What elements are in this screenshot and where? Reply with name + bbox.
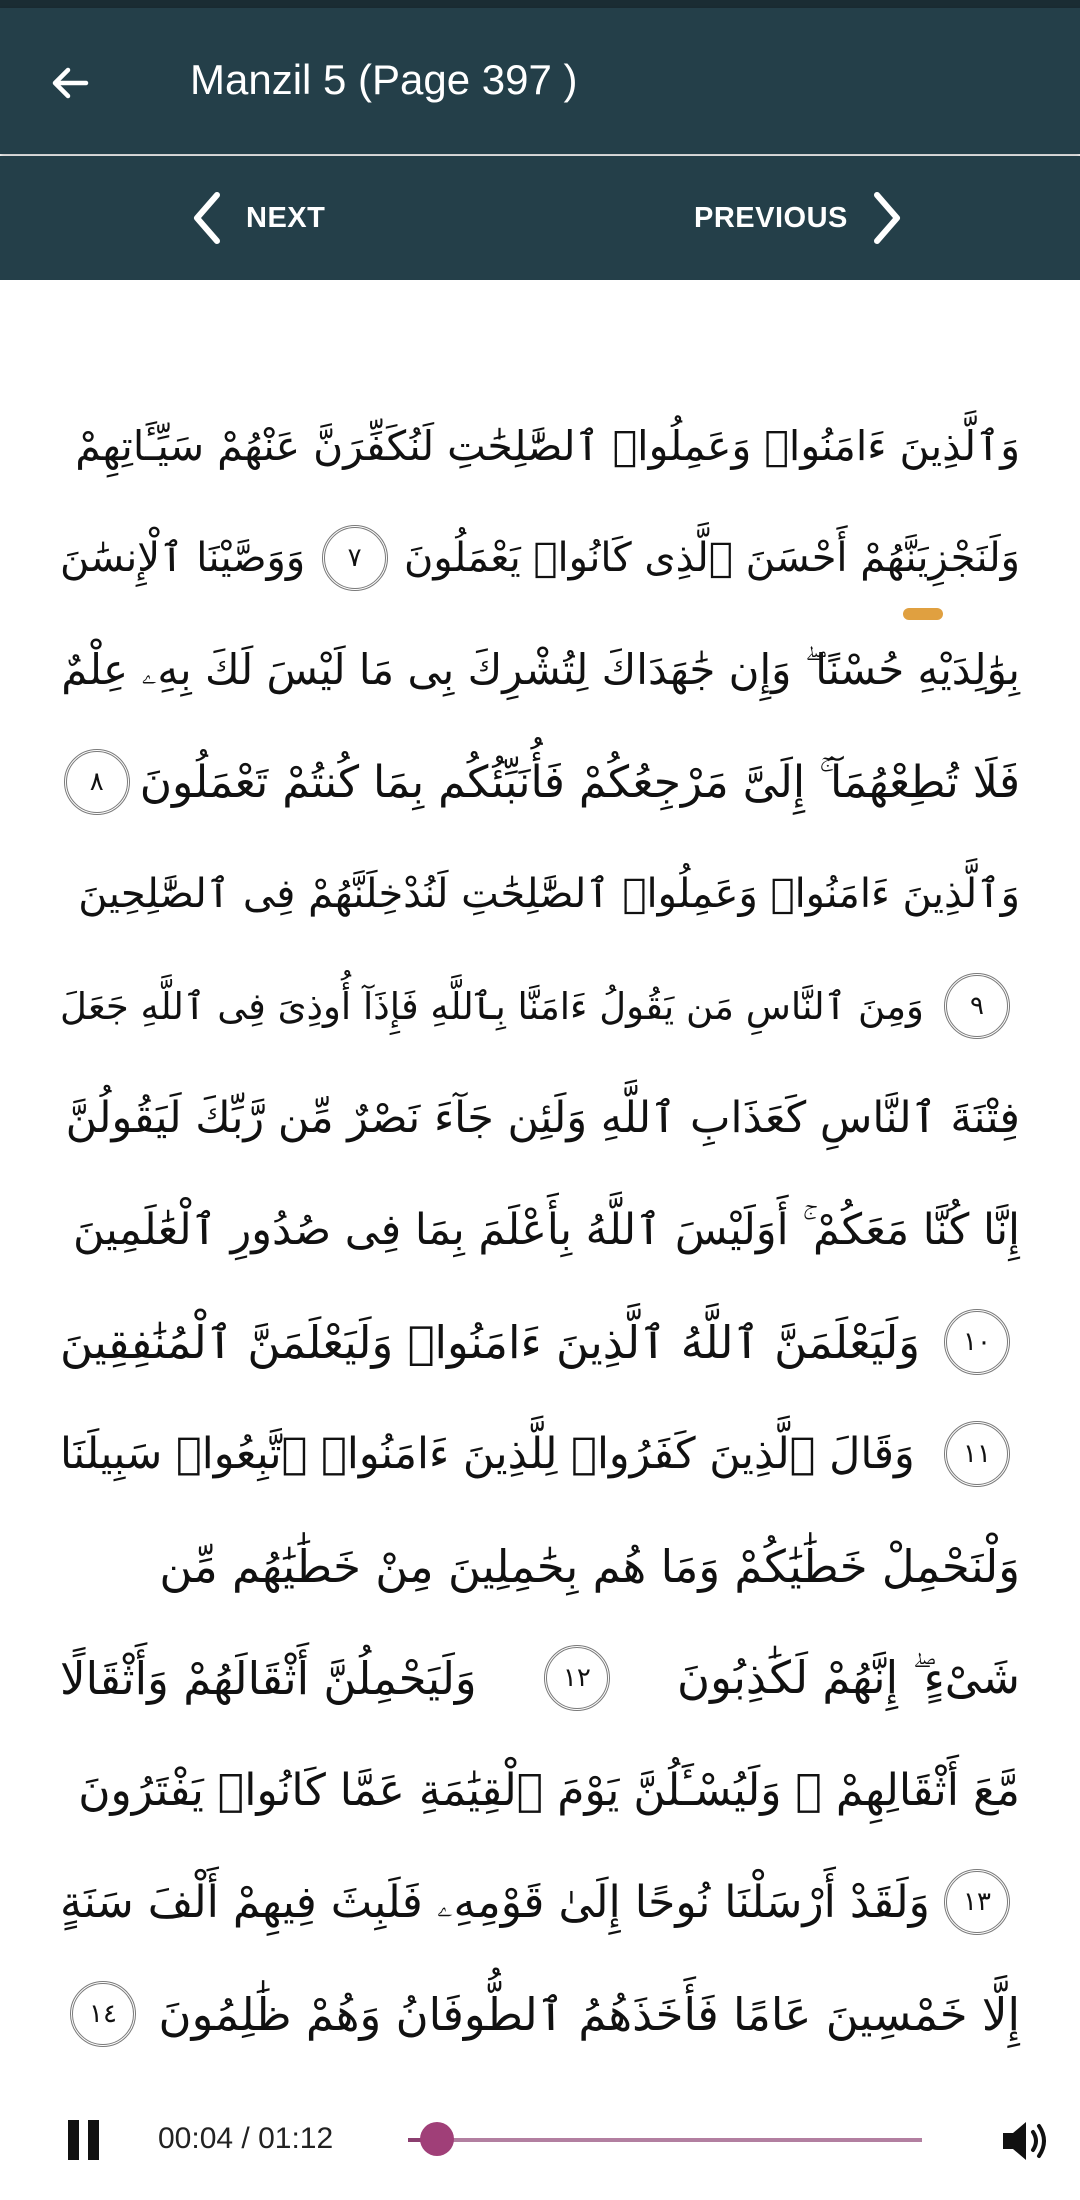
- ayah-number-marker: ١٠: [944, 1309, 1010, 1375]
- verse-line[interactable]: [60, 838, 1020, 950]
- next-label: NEXT: [246, 201, 326, 234]
- seek-slider[interactable]: [408, 2138, 922, 2142]
- verse-text: فِتْنَةَ ٱلنَّاسِ كَعَذَابِ ٱللَّهِ وَلَئِن جَآءَ نَصْرٌ مِّن رَّبِّكَ لَيَقُولُنَّ: [65, 1093, 1020, 1143]
- chevron-left-icon: [190, 190, 224, 246]
- verse-text: وَلَنَجْزِيَنَّهُمْ أَحْسَنَ ٱلَّذِى كَانُوا۟ يَعْمَلُونَ: [403, 535, 1020, 581]
- page-navigation-bar: [0, 156, 1080, 280]
- verse-text: فَلَا تُطِعْهُمَآ ۚ إِلَىَّ مَرْجِعُكُمْ فَأُنَبِّئُكُم بِمَا كُنتُمْ تَعْمَلُونَ: [139, 756, 1020, 808]
- verse-line[interactable]: [60, 1846, 1020, 1958]
- back-button[interactable]: [40, 53, 100, 113]
- next-button[interactable]: [190, 186, 325, 250]
- audio-player: [0, 2080, 1080, 2200]
- verse-text: وَقَالَ ٱلَّذِينَ كَفَرُوا۟ لِلَّذِينَ ءَامَنُوا۟ ٱتَّبِعُوا۟ سَبِيلَنَا: [60, 1429, 915, 1479]
- ayah-number-marker: ٨: [64, 749, 130, 815]
- verse-line[interactable]: [60, 390, 1020, 502]
- verse-line[interactable]: [60, 950, 1020, 1062]
- verse-line[interactable]: [60, 1398, 1020, 1510]
- verse-line[interactable]: [60, 1734, 1020, 1846]
- verse-text: إِلَّا خَمْسِينَ عَامًا فَأَخَذَهُمُ ٱلطُّوفَانُ وَهُمْ ظَٰلِمُونَ: [158, 1987, 1020, 2041]
- pause-icon-bar: [88, 2120, 99, 2160]
- verse-line[interactable]: [60, 726, 1020, 838]
- verse-lines: [60, 390, 1020, 2070]
- ayah-number-marker: ٧: [322, 525, 388, 591]
- ayah-number-marker: ١٣: [944, 1869, 1010, 1935]
- verse-text: وَٱلَّذِينَ ءَامَنُوا۟ وَعَمِلُوا۟ ٱلصَّٰلِحَٰتِ لَنُدْخِلَنَّهُمْ فِى ٱلصَّٰلِحِينَ: [78, 871, 1020, 917]
- verse-line[interactable]: [60, 1510, 1020, 1622]
- chevron-right-icon: [870, 190, 904, 246]
- quran-page: [0, 280, 1080, 2080]
- previous-label: PREVIOUS: [694, 201, 848, 234]
- verse-text: مَّعَ أَثْقَالِهِمْ ۖ وَلَيُسْـَٔلُنَّ يَوْمَ ٱلْقِيَٰمَةِ عَمَّا كَانُوا۟ يَفْتَرُونَ: [78, 1764, 1020, 1816]
- verse-line[interactable]: [60, 614, 1020, 726]
- volume-icon: [1000, 2118, 1054, 2164]
- arrow-left-icon: [46, 59, 94, 107]
- verse-line[interactable]: [60, 1062, 1020, 1174]
- verse-text: بِوَٰلِدَيْهِ حُسْنًا ۖ وَإِن جَٰهَدَاكَ لِتُشْرِكَ بِى مَا لَيْسَ لَكَ بِهِۦ عِلْمٌ: [61, 645, 1020, 694]
- verse-text: وَلَيَحْمِلُنَّ أَثْقَالَهُمْ وَأَثْقَالًا: [60, 1651, 477, 1705]
- ayah-number-marker: ٩: [944, 973, 1010, 1039]
- verse-text: شَىْءٍ ۖ إِنَّهُمْ لَكَٰذِبُونَ: [677, 1651, 1020, 1704]
- verse-text: وَلَقَدْ أَرْسَلْنَا نُوحًا إِلَىٰ قَوْمِهِۦ فَلَبِثَ فِيهِمْ أَلْفَ سَنَةٍ: [60, 1876, 930, 1928]
- pause-icon-bar: [68, 2120, 79, 2160]
- playback-time: 00:04 / 01:12: [158, 2122, 334, 2155]
- verse-text: وَلْنَحْمِلْ خَطَٰيَٰكُمْ وَمَا هُم بِحَٰمِلِينَ مِنْ خَطَٰيَٰهُم مِّن: [159, 1539, 1020, 1593]
- verse-line[interactable]: [60, 1174, 1020, 1286]
- ayah-number-marker: ١٢: [544, 1645, 610, 1711]
- verse-text: وَمِنَ ٱلنَّاسِ مَن يَقُولُ ءَامَنَّا بِٱللَّهِ فَإِذَآ أُوذِىَ فِى ٱللَّهِ جَعَلَ: [60, 984, 924, 1028]
- verse-text: إِنَّا كُنَّا مَعَكُمْ ۚ أَوَلَيْسَ ٱللَّهُ بِأَعْلَمَ بِمَا فِى صُدُورِ ٱلْعَٰلَمِينَ: [72, 1205, 1020, 1255]
- app-bar: [0, 8, 1080, 154]
- verse-text: وَوَصَّيْنَا ٱلْإِنسَٰنَ: [60, 535, 306, 581]
- verse-line[interactable]: [60, 1622, 1020, 1734]
- ayah-number-marker: ١١: [944, 1421, 1010, 1487]
- status-bar: [0, 0, 1080, 8]
- pause-button[interactable]: [66, 2120, 102, 2160]
- ayah-number-marker: ١٤: [70, 1981, 136, 2047]
- seek-slider-thumb[interactable]: [420, 2122, 454, 2156]
- verse-line[interactable]: [60, 1958, 1020, 2070]
- volume-button[interactable]: [1000, 2118, 1054, 2164]
- previous-button[interactable]: [694, 186, 904, 250]
- verse-text: وَٱلَّذِينَ ءَامَنُوا۟ وَعَمِلُوا۟ ٱلصَّٰلِحَٰتِ لَنُكَفِّرَنَّ عَنْهُمْ سَيِّـَٔاتِهِمْ: [75, 422, 1020, 470]
- verse-text: وَلَيَعْلَمَنَّ ٱللَّهُ ٱلَّذِينَ ءَامَنُوا۟ وَلَيَعْلَمَنَّ ٱلْمُنَٰفِقِينَ: [60, 1315, 921, 1369]
- verse-line[interactable]: [60, 1286, 1020, 1398]
- verse-line[interactable]: [60, 502, 1020, 614]
- page-title: Manzil 5 (Page 397 ): [190, 56, 578, 103]
